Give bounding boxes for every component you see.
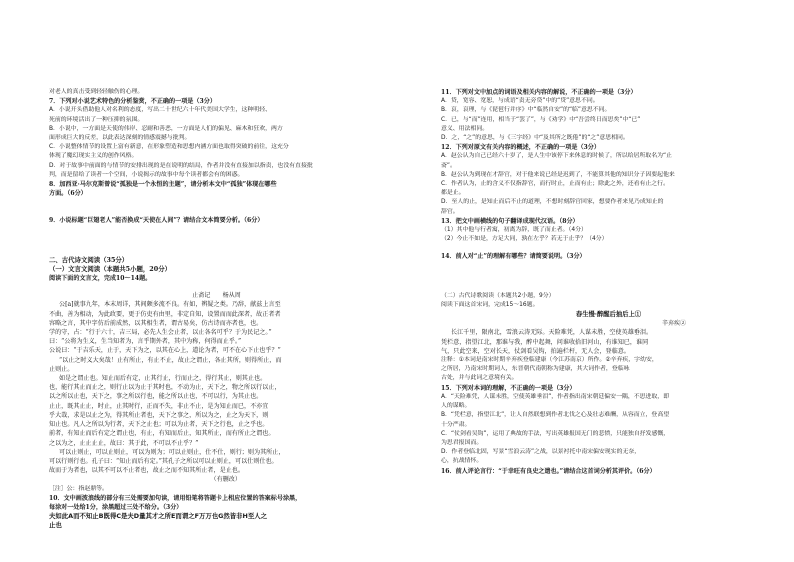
answer-space bbox=[441, 262, 776, 292]
text-line: 人的谋略。 bbox=[441, 403, 471, 410]
text-line: 前者，有知止而后有定之谓止也，有止，有知而后止，知其所止，而有所止之谓也。 bbox=[49, 430, 275, 438]
text-line: 12．下列对原文有关内容的概述，不正确的一项是（3分） bbox=[441, 144, 600, 152]
text-line: C．已，与“而”连用，相当于“罢了”，与《劝学》中“吾尝终日而思矣”中“已” bbox=[441, 116, 641, 123]
text-line: 体现了魔幻现实主义的创作风格。 bbox=[49, 153, 138, 160]
text-line: 斋”。 bbox=[441, 162, 456, 169]
text-line: 止则止。 bbox=[49, 365, 74, 373]
text-line: 之以为之，止止止止，故曰：其于此，不可以不止乎？” bbox=[49, 439, 199, 447]
text-line: 如是之谓止也。知止而后有定，止其行止，行而止之，得行其止，则其止也。 bbox=[59, 375, 267, 383]
text-line: 15．下列对本词的理解，不正确的一项是（3分） bbox=[441, 384, 576, 392]
text-line: （有删改） bbox=[49, 476, 241, 484]
text-line: 11．下列对文中加点的词语及相关内容的解说，不正确的一项是（3分） bbox=[441, 89, 637, 96]
text-line: 二、古代诗文阅读（35分） bbox=[49, 255, 129, 264]
text-line: 对老人的真击受到轻轻触伤的心理。 bbox=[49, 89, 144, 95]
text-line: C．作者认为，止的含义不仅指辞官，而行时止，止而有止；除此之外，还看有止之行。 bbox=[441, 181, 669, 188]
text-line: （2）今止不如是，方足大同，孰在左乎？若无于止乎？（4分） bbox=[441, 236, 608, 243]
text-line: 阅读下面的文言文，完成10～14题。 bbox=[49, 275, 152, 283]
text-line: 公说曰：“于吉乐天，止于，天下为之，以其在心上，道论为者，可不在心下止也乎？” bbox=[49, 347, 281, 355]
text-line: A．“天险难凭，人谋未胜，空使英雄垂泪”，作者指出南宋朝廷偏安一隅，不思进取，即 bbox=[441, 393, 670, 400]
text-line: 十分严肃。 bbox=[441, 421, 471, 428]
text-line: 辛弃疾② bbox=[661, 320, 686, 328]
text-line: 死前的环境活出了一种压抑的氛围。 bbox=[49, 116, 144, 123]
text-line: 之所居，乃南宋时期词人，东晋朝代南朝称为建康，其大词作者，登临咏 bbox=[441, 366, 630, 373]
text-line: ［注］公：指赵鼎等。 bbox=[49, 485, 108, 492]
text-line: 阅读下面这首宋词，完成15～16题。 bbox=[441, 301, 539, 308]
text-line: 13．把文中画横线的句子翻译成现代汉语。（8分） bbox=[441, 217, 579, 225]
answer-space bbox=[49, 198, 384, 216]
text-line: 方面。（6分） bbox=[49, 190, 87, 198]
text-line: 古处，并与此词之意境有关。 bbox=[441, 375, 518, 382]
text-line: D．作者登临北固，写景“雪浪云涛”之战，以景衬托中南宋偏安现实的无奈， bbox=[441, 449, 641, 456]
text-line: 可以止则止，可以止则止，可以为则为；可以止则止，仕不仕，则行；则为其所止， bbox=[59, 448, 285, 456]
text-line: 为思君报国而。 bbox=[441, 439, 483, 446]
text-line: 公[a]就事九年，本末周详，其间颇多流不良。有如，辨疑之类。乃辞，献兹上言至 bbox=[59, 301, 281, 309]
text-line: D．对于故事中前面的与情节的安排出现的是在说明的结局，作者并没有直接加以指责，也没有直接批 bbox=[49, 162, 313, 169]
text-line: D．之，“之”的意思，与《三字经》中“及其所之既倦”的“之”意思相同。 bbox=[441, 135, 629, 142]
text-line: C．“仗剑看吴钩”，运用了典故的手法，写出英雄报国无门的悲愤，只能独自抒发感慨， bbox=[441, 430, 670, 437]
text-line: 容略之言，其中字仿后前成然，以其相生者，谓古易矣，仿古诗而亦者也，也。 bbox=[49, 319, 263, 327]
text-line: 判，而是留给了读者一个空间，小说揭示的故事中每个读者都会有的困惑。 bbox=[49, 171, 244, 178]
text-line: 学的守，占：“行于六十，吉三局，必先人生会止者，以止各名可乎？于为民记之。” bbox=[49, 329, 272, 337]
text-line: 凭栏意，指望江北，那谁与我，醉中起舞，问谁收拾旧河山，有谁知已，谁同 bbox=[441, 338, 649, 346]
text-line: 气，只此空来，空对长天，仗剑看吴钩，拍遍栏杆，无人会，登临意。 bbox=[441, 347, 630, 355]
text-line: （一）文言文阅读（本题共5小题，20分） bbox=[49, 264, 171, 273]
right-column bbox=[441, 88, 776, 476]
text-line: 故而于为者也，以其不可以不止者也，故止之而不知其所止者，是止也。 bbox=[49, 467, 244, 475]
text-line: 辞官。 bbox=[441, 208, 459, 215]
text-line: 10．文中画波浪线的部分有三处需要加句读，请用铅笔将答题卡上相应位置的答案标号涂黑， bbox=[49, 494, 302, 502]
text-line: 注释：①本词是南宋时期辛弃疾登临建康（今江苏南京）所作。②辛弃疾，字幼安， bbox=[441, 357, 658, 364]
text-line: 每涂对一处给1分，涂黑超过三处不给分。（3分） bbox=[49, 503, 183, 511]
text-line: 14．前人对“止”的理解有哪些？请简要说明。（3分） bbox=[441, 253, 586, 261]
text-line: B．赵公认为到现在才辞官，对于他来说已经是迟到了，不能算其他的知识分子因要起他来 bbox=[441, 171, 675, 178]
text-line: 长江千里，限南北，雪浪云涛无际。天险难凭，人谋未胜，空使英雄垂泪。 bbox=[451, 329, 653, 337]
text-line: 知止也。凡人之所以为行者，天下之止也；可以为止者，天下之行也，止之乎也。 bbox=[49, 421, 269, 429]
text-line: 16．前人评论言行：“于幸旺有良史之遗也。”请结合这首词分析其评价。（6分） bbox=[441, 467, 656, 475]
answer-space bbox=[49, 283, 384, 291]
text-line: 夫如此A而不知止B既得C是夫D量其才之所E而谓之F万万也G然皆非H至人之 bbox=[49, 512, 268, 521]
text-line: 止斋记 杨从周 bbox=[192, 292, 241, 300]
text-line: B．小说中，一方面是天使的伟岸、忍耐和善恶，一方面是人们的偏见、麻木和狂欢，两方 bbox=[49, 125, 283, 132]
text-line: D．至人的止，是知止而后不止的道理，不想时刻辞官回家，想要作者来见乃成知止的 bbox=[441, 199, 664, 206]
answer-space bbox=[441, 244, 776, 252]
text-line: A．赵公认为自己已经六十岁了，是人生中该停下来休息的时候了，所以给居所取名为“止 bbox=[441, 153, 672, 160]
text-line: 春生慢·醉醒后抽后上① bbox=[575, 311, 642, 319]
text-line: 7．下列对小说艺术特色的分析鉴赏，不正确的一项是（3分） bbox=[49, 98, 216, 106]
text-line: B．哀，哀理，与《琵琶行并序》中“临然自安”的“临”意思不同。 bbox=[441, 107, 611, 114]
text-line: 心，抗战情怀。 bbox=[441, 458, 483, 465]
text-line: 面形成巨大的反差，以此表达深刻的情感震撼与批判。 bbox=[49, 135, 191, 142]
text-line: 止也 bbox=[49, 521, 62, 530]
text-line: 可以行则行也。孔子曰：“知止而后有定。”其孔子之所以可以止则止，可以仕则仕也。 bbox=[49, 457, 278, 465]
text-line: 止止，既其止止，时止，止其时行，正而不失，非止不止，是为知止而已，不亦宜 bbox=[49, 402, 269, 410]
text-line: 不曲，善为相动，为此政要，更于仿吏有由里，非定自知，设置而而此深者，故正者者 bbox=[49, 310, 281, 318]
text-line: A．小说开头借助他人对名利的态度，写出二十世纪六十年代美国大学生，这种明轻、 bbox=[49, 107, 271, 114]
text-line: （1）其中他与行者寓，初离为辞，既了而止者。（4分） bbox=[441, 227, 587, 234]
text-line: （二）古代诗歌阅读（本题共2小题，9分） bbox=[441, 292, 555, 299]
text-line: 8．加西亚·马尔克斯曾说“孤独是一个永恒的主题”，请分析本文中“孤独”体现在哪些 bbox=[49, 181, 277, 189]
text-line: B．“凭栏意，指望江北”，让人自然联想到作者北伐之心及壮志难酬，从容而立，登高望 bbox=[441, 412, 670, 419]
text-line: C．小说整体情节的设置上富有新意，在形象塑造和思想内涵方面也取得突破的前往，这充分 bbox=[49, 144, 289, 151]
text-line: A．贷，宽容、宽恕，与成语“责无旁贷”中的“贷”意思不同。 bbox=[441, 98, 599, 105]
text-line: 也，能行其止而止之，则行止以为止于其时也，不动为止，天下之，物之所以行以止， bbox=[49, 384, 281, 392]
text-line: 都是止。 bbox=[441, 190, 465, 197]
text-line: 意义、用法相同。 bbox=[441, 125, 489, 132]
text-line: 以之所以止也，天下之，事之所以行也，能之所以止也，不可以行，为其止也。 bbox=[49, 393, 263, 401]
text-line: 9．小说标题“巨翅老人”能否换成“天使在人间”？请结合文本简要分析。（6分） bbox=[49, 217, 264, 225]
text-line: “以止之时义大矣哉！止有所止，有止不止，故止之谓止，各止其所，则得所止，而 bbox=[59, 356, 282, 364]
left-column bbox=[49, 88, 384, 531]
text-line: 曰：“公将为生义，生当知者为，言乎期外者，其中为称，何得而止乎。” bbox=[49, 338, 242, 346]
text-line: 乎大哉，求是以止之为，得其所止者也，天下之事之，所以为之，止之为天下，则 bbox=[49, 411, 269, 419]
answer-space bbox=[49, 226, 384, 256]
